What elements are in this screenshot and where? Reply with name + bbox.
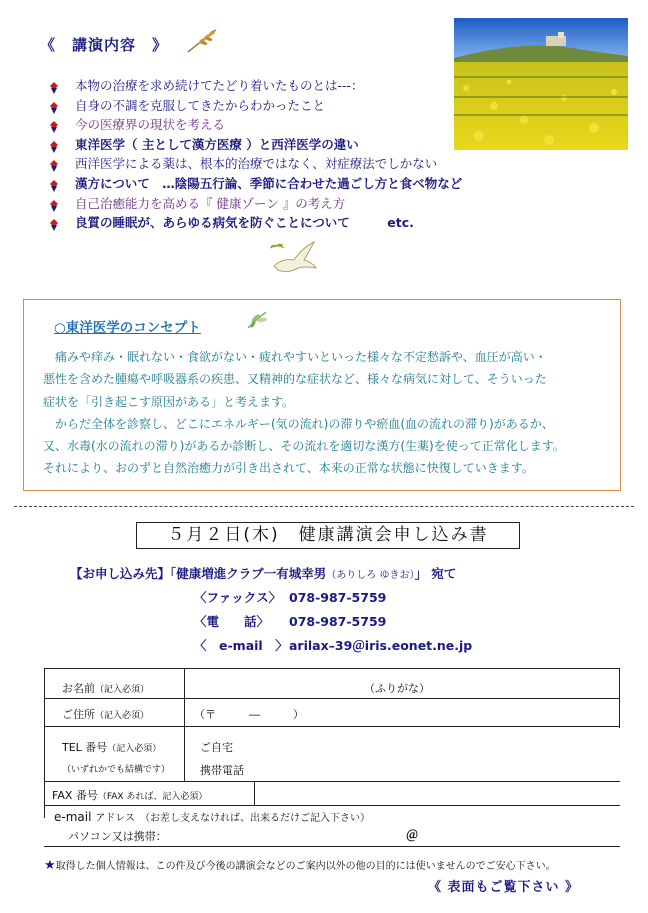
topic-text: 本物の治療を求め続けてたどり着いたものとは---： xyxy=(75,78,364,93)
list-item xyxy=(48,115,462,135)
concept-line: 悪性を含めた腫瘍や呼吸器系の疾患、又精神的な症状など、様々な病気に対して、そういった xyxy=(43,372,547,387)
contact-value: arilax–39＠iris.eonet.ne.jp xyxy=(289,638,473,653)
ribbon-bullet-icon xyxy=(48,178,60,190)
name-label: お名前（記入必須） xyxy=(62,682,150,695)
form-table xyxy=(44,668,620,848)
ribbon-bullet-icon xyxy=(48,217,60,229)
mobile-phone-field[interactable]: 携帯電話 xyxy=(200,764,244,777)
tel-label: TEL 番号（記入必須） xyxy=(62,741,162,754)
topic-list xyxy=(48,76,462,233)
list-item xyxy=(48,76,462,96)
topic-text: 良質の睡眠が、あらゆる病気を防ぐことについて etc. xyxy=(75,215,414,231)
topic-text: 自己治癒能力を高める『 健康ゾーン 』の考え方 xyxy=(75,195,346,211)
concept-line: 又、水毒(水の流れの滞り)があるか診断し、その流れを適切な漢方(生薬)を使って正常化します。 xyxy=(43,439,565,454)
concept-line: それにより、おのずと自然治癒力が引き出されて、本来の正常な状態に快復していきます。 xyxy=(43,461,534,476)
contact-fax xyxy=(194,588,386,606)
privacy-notice-text: 取得した個人情報は、この件及び今後の講演会などのご案内以外の他の目的には使いませんのでご安心下さい。 xyxy=(55,861,556,872)
postal-code-field[interactable]: （〒 ― ） xyxy=(194,708,304,721)
contact-phone xyxy=(194,612,386,630)
furigana-label: （ふりがな） xyxy=(364,682,430,695)
list-item xyxy=(48,213,462,233)
concept-body xyxy=(43,346,613,480)
contact-label: 〈ファックス〉 xyxy=(194,590,282,605)
concept-line: からだ全体を診察し、どこにエネルギー(気の流れ)の滞りや瘀血(血の流れの滞り)があるか、 xyxy=(43,416,554,431)
email-input[interactable] xyxy=(184,824,614,844)
topic-text: 東洋医学（ 主として漢方医療 ）と西洋医学の違い xyxy=(75,136,359,152)
topic-text: 漢方について …陰陽五行論、季節に合わせた過ごし方と食べ物など xyxy=(75,175,463,191)
star-icon: ★ xyxy=(44,858,56,873)
lecture-heading: 《 講演内容 》 xyxy=(40,36,169,54)
see-front-note: 《 表面もご覧下さい 》 xyxy=(428,880,580,895)
concept-line: 痛みや痒み・眠れない・食欲がない・疲れやすいといった様々な不定愁訴や、血圧が高い・ xyxy=(43,350,547,364)
cut-line xyxy=(14,506,634,507)
privacy-notice xyxy=(44,857,556,873)
topic-text: 今の医療界の現状を考える xyxy=(75,117,226,133)
list-item xyxy=(48,174,462,194)
form-title: ５月２日(木) 健康講演会申し込み書 xyxy=(136,522,520,549)
leaf-sprig-icon xyxy=(244,310,270,330)
email-device-label: パソコン又は携帯： xyxy=(68,830,167,843)
ribbon-bullet-icon xyxy=(48,198,60,210)
apply-to-reading: （ありしろ ゆきお） xyxy=(326,570,415,581)
name-input[interactable] xyxy=(186,670,616,696)
tel-sub-label: （いずれかでも結構です） xyxy=(62,765,171,775)
fax-label: FAX 番号（FAX あれば、記入必須） xyxy=(52,789,208,802)
contact-value: 078-987-5759 xyxy=(289,590,387,605)
contact-value: 078-987-5759 xyxy=(289,614,387,629)
ribbon-bullet-icon xyxy=(48,100,60,112)
dove-olive-icon xyxy=(268,238,320,278)
at-mark: ＠ xyxy=(406,828,419,842)
topic-text: 西洋医学による薬は、根本的治療ではなく、対症療法でしかない xyxy=(75,156,438,172)
ribbon-bullet-icon xyxy=(48,158,60,170)
list-item xyxy=(48,154,462,174)
list-item xyxy=(48,96,462,116)
list-item xyxy=(48,135,462,155)
email-label: e-mail アドレス （お差し支えなければ、出来るだけご記入下さい） xyxy=(54,810,370,824)
contact-label: 〈電 話〉 xyxy=(194,614,270,629)
contact-label: 〈 e-mail 〉 xyxy=(194,638,288,653)
fax-input[interactable] xyxy=(256,783,616,803)
ribbon-bullet-icon xyxy=(48,139,60,151)
ribbon-bullet-icon xyxy=(48,119,60,131)
address-label: ご住所（記入必須） xyxy=(62,708,150,721)
apply-to-label: 【お申し込み先】「健康増進クラブ一有城幸男 xyxy=(70,566,327,581)
apply-to-suffix: 」 宛て xyxy=(414,566,457,581)
contact-email xyxy=(194,636,472,654)
ribbon-bullet-icon xyxy=(48,80,60,92)
concept-line: 症状を「引き起こす原因がある」と考えます。 xyxy=(43,394,295,409)
topic-text: 自身の不調を克服してきたからわかったこと xyxy=(75,97,326,113)
home-phone-field[interactable]: ご自宅 xyxy=(200,741,233,754)
list-item xyxy=(48,194,462,214)
concept-title: ○東洋医学のコンセプト xyxy=(54,320,201,336)
rapeseed-field-photo xyxy=(454,18,628,150)
wheat-icon xyxy=(186,26,220,54)
apply-to xyxy=(70,564,456,582)
